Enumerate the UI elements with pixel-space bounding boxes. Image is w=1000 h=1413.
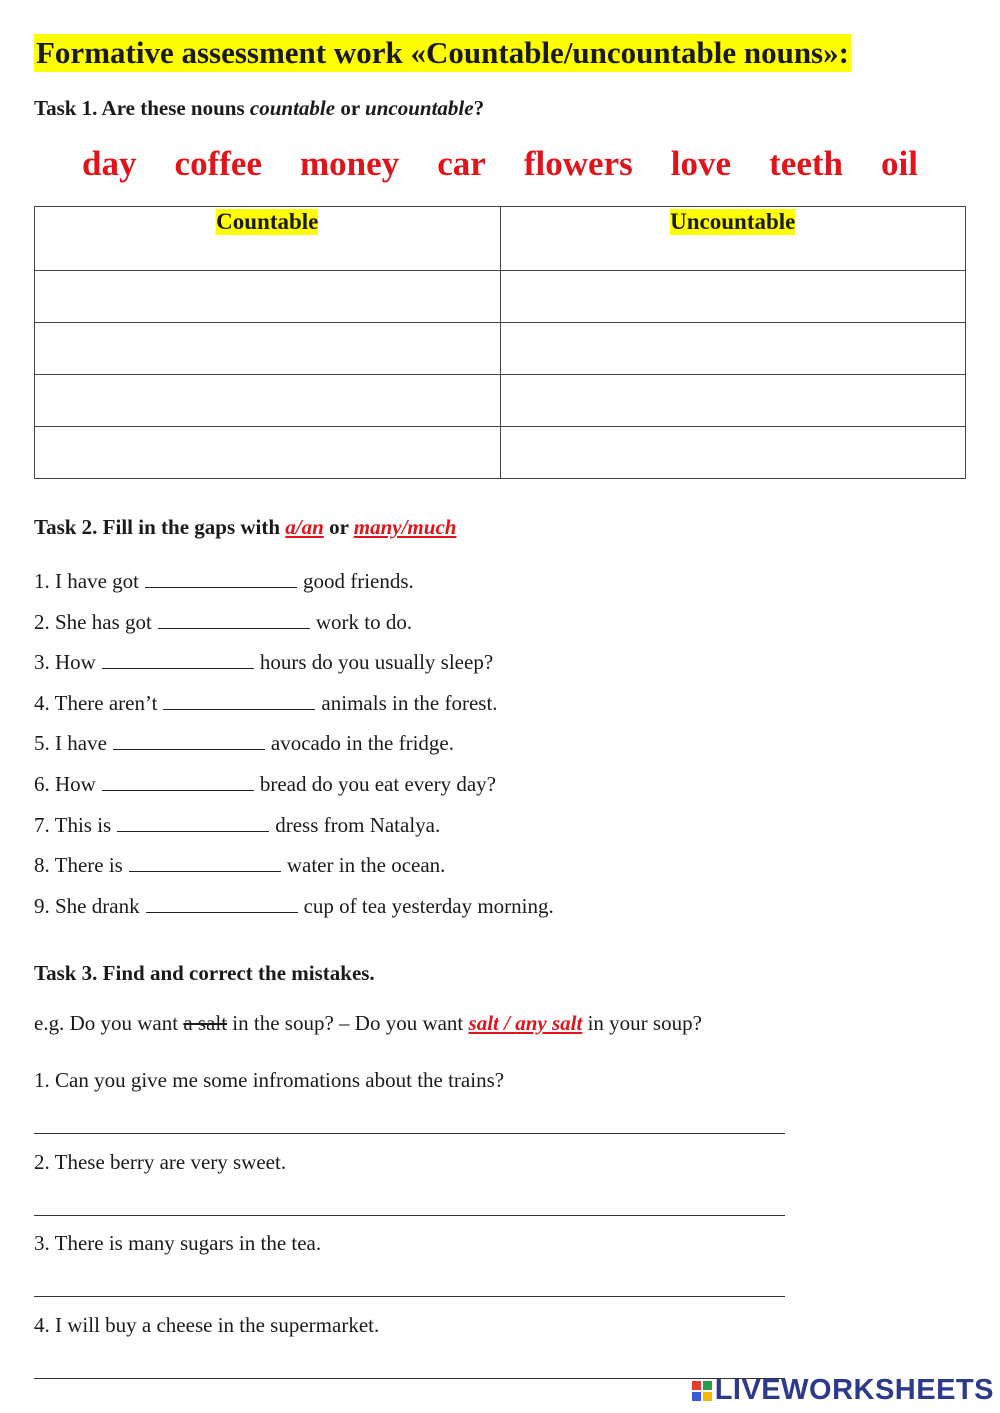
gap-fill-item: 4. There aren’t animals in the forest. xyxy=(34,690,498,715)
gap-blank[interactable] xyxy=(129,851,281,872)
gap-blank[interactable] xyxy=(102,648,254,669)
gap-fill-item: 3. How hours do you usually sleep? xyxy=(34,650,494,675)
logo-square xyxy=(692,1381,701,1390)
mistakes-list xyxy=(34,1064,785,1390)
word-bank xyxy=(82,142,918,186)
gap-blank[interactable] xyxy=(158,608,310,629)
logo-square xyxy=(703,1392,712,1401)
gap-blank[interactable] xyxy=(145,567,297,588)
countable-cell[interactable] xyxy=(35,271,501,323)
gap-fill-item: 8. There is water in the ocean. xyxy=(34,853,446,878)
mistake-item: 1. Can you give me some infromations about the trains? xyxy=(34,1064,785,1146)
answer-line[interactable] xyxy=(34,1295,785,1297)
gap-fill-item: 1. I have got good friends. xyxy=(34,569,414,593)
task3-heading: Task 3. Find and correct the mistakes. xyxy=(34,961,375,985)
word-bank-item: love xyxy=(670,144,732,183)
gap-blank[interactable] xyxy=(113,729,265,750)
mistake-item: 3. There is many sugars in the tea. xyxy=(34,1227,785,1309)
logo-mark-icon xyxy=(692,1381,712,1401)
countable-cell[interactable] xyxy=(35,427,501,479)
answer-line[interactable] xyxy=(34,1132,785,1134)
uncountable-cell[interactable] xyxy=(500,427,966,479)
gap-fill-item: 9. She drank cup of tea yesterday morning. xyxy=(34,893,554,918)
gap-fill-item: 5. I have avocado in the fridge. xyxy=(34,731,454,756)
word-bank-item: car xyxy=(437,144,486,183)
word-bank-item: flowers xyxy=(523,144,633,183)
gap-fill-item: 6. How bread do you eat every day? xyxy=(34,771,496,796)
uncountable-cell[interactable] xyxy=(500,271,966,323)
gap-blank[interactable] xyxy=(102,770,254,791)
logo-square xyxy=(692,1392,701,1401)
gap-fill-list xyxy=(34,565,554,930)
gap-blank[interactable] xyxy=(146,892,298,913)
countable-header: Countable xyxy=(35,207,501,271)
gap-fill-item: 7. This is dress from Natalya. xyxy=(34,812,441,837)
gap-blank[interactable] xyxy=(117,811,269,832)
word-bank-item: day xyxy=(82,144,137,183)
mistake-item: 2. These berry are very sweet. xyxy=(34,1146,785,1228)
task1-heading: Task 1. Are these nouns countable or uncountable? xyxy=(34,96,485,120)
logo-square xyxy=(703,1381,712,1390)
countable-cell[interactable] xyxy=(35,323,501,375)
answer-line[interactable] xyxy=(34,1377,785,1379)
countable-cell[interactable] xyxy=(35,375,501,427)
task2-heading: Task 2. Fill in the gaps with a/an or many/much xyxy=(34,515,457,539)
liveworksheets-logo: LIVEWORKSHEETS xyxy=(692,1374,994,1407)
gap-fill-item: 2. She has got work to do. xyxy=(34,609,413,634)
page-title: Formative assessment work «Countable/uncountable nouns»: xyxy=(36,35,849,70)
uncountable-header: Uncountable xyxy=(500,207,966,271)
uncountable-cell[interactable] xyxy=(500,375,966,427)
gap-blank[interactable] xyxy=(163,689,315,710)
mistake-item: 4. I will buy a cheese in the supermarket. xyxy=(34,1309,785,1391)
sorting-table xyxy=(34,206,966,479)
uncountable-cell[interactable] xyxy=(500,323,966,375)
answer-line[interactable] xyxy=(34,1214,785,1216)
word-bank-item: money xyxy=(300,144,400,183)
word-bank-item: coffee xyxy=(174,144,262,183)
word-bank-item: teeth xyxy=(769,144,843,183)
word-bank-item: oil xyxy=(881,144,918,183)
example-sentence: e.g. Do you want a salt in the soup? – Do you want salt / any salt in your soup? xyxy=(34,1011,702,1035)
